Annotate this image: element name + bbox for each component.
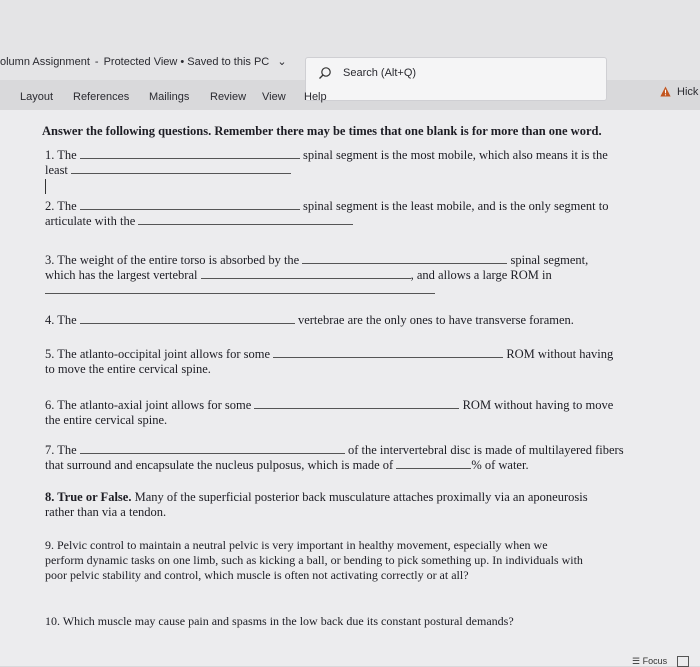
q7-blank-1[interactable] <box>80 443 345 454</box>
q1-text-c: least <box>45 163 68 177</box>
tab-layout[interactable]: Layout <box>20 91 54 103</box>
question-3 <box>45 253 588 298</box>
warning-label: Hick <box>677 86 699 98</box>
question-9 <box>45 538 583 583</box>
q5-text-c: to move the entire cervical spine. <box>45 362 211 376</box>
question-1 <box>45 148 608 178</box>
q4-text-a: 4. The <box>45 313 77 327</box>
search-icon <box>318 66 332 80</box>
q3-text-a: 3. The weight of the entire torso is absorbed by the <box>45 253 300 267</box>
search-label: Search (Alt+Q) <box>343 67 417 79</box>
tab-view[interactable]: View <box>262 91 286 103</box>
document-title <box>0 55 287 68</box>
tab-review[interactable]: Review <box>210 91 247 103</box>
q3-text-c: which has the largest vertebral <box>45 268 198 282</box>
q3-text-b: spinal segment, <box>510 253 589 267</box>
q3-blank-3[interactable] <box>45 283 435 294</box>
question-7 <box>45 443 624 473</box>
q9-text-a: 9. Pelvic control to maintain a neutral pelvic is very important in healthy movement, especially when we <box>45 538 548 552</box>
q2-blank-2[interactable] <box>138 214 353 225</box>
question-10: 10. Which muscle may cause pain and spasms in the low back due its constant postural demands? <box>45 614 514 628</box>
q8-label: 8. True or False. <box>45 490 132 504</box>
q7-text-c: that surround and encapsulate the nucleus pulposus, which is made of <box>45 458 394 472</box>
q1-blank-2[interactable] <box>71 163 291 174</box>
warning-notice[interactable] <box>660 86 698 98</box>
q7-text-d: % of water. <box>471 458 529 472</box>
q6-text-c: the entire cervical spine. <box>45 413 168 427</box>
q9-text-c: poor pelvic stability and control, which muscle is often not activating correctly or at all? <box>45 568 469 582</box>
q6-text-b: ROM without having to move <box>462 398 614 412</box>
page-view-icon[interactable] <box>677 656 689 667</box>
doc-status: Protected View • Saved to this PC <box>103 56 270 68</box>
q2-text-b: spinal segment is the least mobile, and is the only segment to <box>302 199 609 213</box>
q5-text-b: ROM without having <box>506 347 614 361</box>
q7-text-a: 7. The <box>45 443 77 457</box>
focus-button[interactable] <box>632 656 667 667</box>
tab-help[interactable]: Help <box>304 91 327 103</box>
q1-text-b: spinal segment is the most mobile, which also means it is the <box>302 148 608 162</box>
q3-text-d: , and allows a large ROM in <box>410 268 552 282</box>
q4-blank[interactable] <box>80 313 295 324</box>
q6-blank[interactable] <box>254 398 459 409</box>
q3-blank-1[interactable] <box>302 253 507 264</box>
text-cursor <box>45 179 46 194</box>
tab-mailings[interactable]: Mailings <box>149 91 190 103</box>
question-2 <box>45 199 608 229</box>
question-6 <box>45 398 613 428</box>
chevron-down-icon[interactable]: ⌄ <box>277 56 287 68</box>
q2-blank-1[interactable] <box>80 199 300 210</box>
doc-name: olumn Assignment <box>0 56 90 68</box>
q8-text-a: Many of the superficial posterior back musculature attaches proximally via an aponeurosis <box>131 490 588 504</box>
q1-blank-1[interactable] <box>80 148 300 159</box>
focus-icon: ☰ <box>632 656 641 666</box>
q9-text-b: perform dynamic tasks on one limb, such as kicking a ball, or bending to pick something up. In individuals with <box>45 553 583 567</box>
q5-text-a: 5. The atlanto-occipital joint allows for some <box>45 347 271 361</box>
q7-text-b: of the intervertebral disc is made of multilayered fibers <box>347 443 624 457</box>
q4-text-b: vertebrae are the only ones to have transverse foramen. <box>297 313 574 327</box>
q8-text-b: rather than via a tendon. <box>45 505 167 519</box>
q3-blank-2[interactable] <box>201 268 411 279</box>
question-4 <box>45 313 574 328</box>
warning-icon <box>660 86 671 97</box>
focus-label: Focus <box>642 656 668 666</box>
question-8 <box>45 490 588 520</box>
q5-blank[interactable] <box>273 347 503 358</box>
q2-text-a: 2. The <box>45 199 77 213</box>
q6-text-a: 6. The atlanto-axial joint allows for some <box>45 398 252 412</box>
q7-blank-2[interactable] <box>396 458 471 469</box>
question-5 <box>45 347 613 377</box>
instructions: Answer the following questions. Remember there may be times that one blank is for more than one word. <box>42 124 602 138</box>
q2-text-c: articulate with the <box>45 214 136 228</box>
tab-references[interactable]: References <box>73 91 130 103</box>
q1-text-a: 1. The <box>45 148 77 162</box>
title-separator: - <box>94 56 99 68</box>
